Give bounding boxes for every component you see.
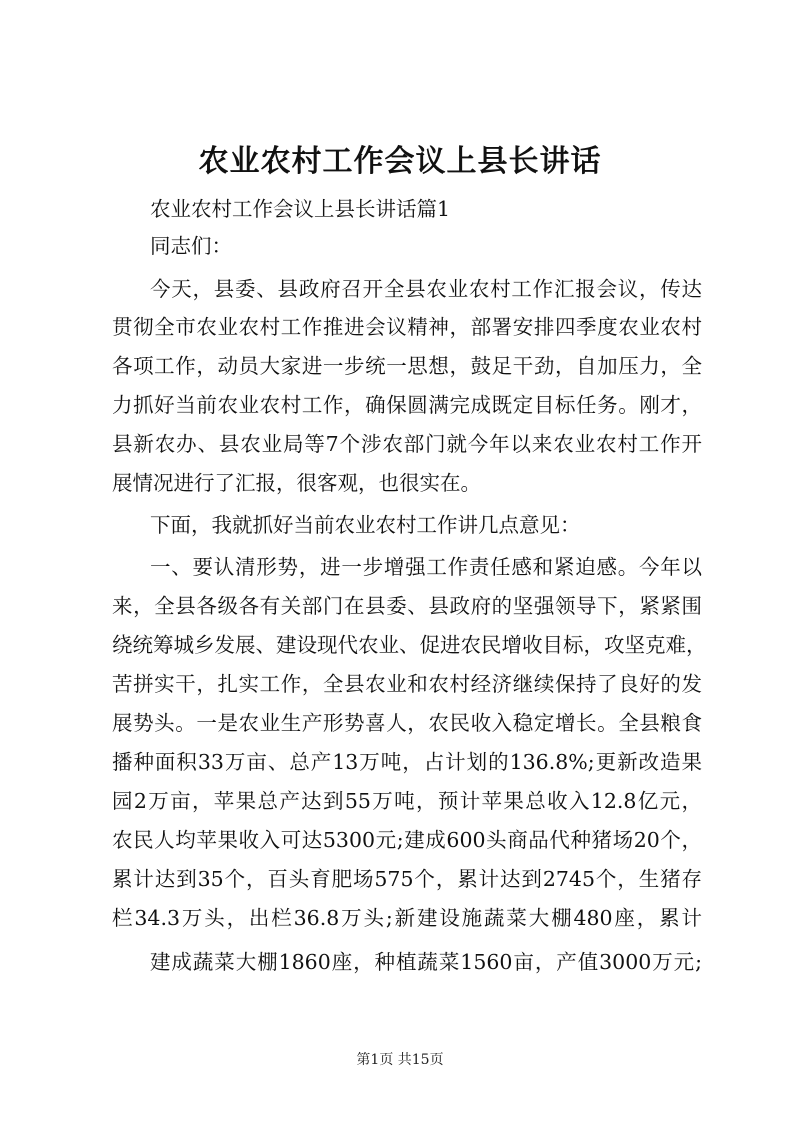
body-line: 播种面积33万亩、总产13万吨，占计划的136.8%;更新改造果 — [112, 750, 702, 774]
body-line: 展势头。一是农业生产形势喜人，农民收入稳定增长。全县粮食 — [112, 711, 702, 735]
body-line: 县新农办、县农业局等7个涉农部门就今年以来农业农村工作开 — [112, 432, 702, 456]
body-line: 展情况进行了汇报，很客观，也很实在。 — [112, 471, 481, 495]
body-line: 下面，我就抓好当前农业农村工作讲几点意见： — [150, 513, 581, 537]
body-line: 栏34.3万头，出栏36.8万头;新建设施蔬菜大棚480座，累计 — [112, 906, 702, 930]
body-line: 建成蔬菜大棚1860座，种植蔬菜1560亩，产值3000万元; — [150, 950, 702, 974]
body-line: 农民人均苹果收入可达5300元;建成600头商品代种猪场20个， — [112, 828, 702, 852]
body-line: 力抓好当前农业农村工作，确保圆满完成既定目标任务。刚才， — [112, 393, 702, 417]
page-indicator: 第1页 共15页 — [356, 1052, 444, 1068]
body-line: 贯彻全市农业农村工作推进会议精神，部署安排四季度农业农村 — [112, 315, 702, 339]
body-line: 绕统筹城乡发展、建设现代农业、促进农民增收目标，攻坚克难， — [112, 633, 707, 657]
salutation-line: 同志们： — [150, 234, 232, 258]
body-line: 园2万亩，苹果总产达到55万吨，预计苹果总收入12.8亿元， — [112, 789, 702, 813]
body-line: 累计达到35个，百头育肥场575个，累计达到2745个，生猪存 — [112, 867, 702, 891]
body-line: 各项工作，动员大家进一步统一思想，鼓足干劲，自加压力，全 — [112, 354, 702, 378]
body-line: 一、要认清形势，进一步增强工作责任感和紧迫感。今年以 — [150, 555, 702, 579]
document-title: 农业农村工作会议上县长讲话 — [198, 144, 602, 179]
subtitle-line: 农业农村工作会议上县长讲话篇1 — [150, 197, 451, 221]
body-line: 来，全县各级各有关部门在县委、县政府的坚强领导下，紧紧围 — [112, 594, 702, 618]
body-line: 苦拼实干，扎实工作，全县农业和农村经济继续保持了良好的发 — [112, 672, 702, 696]
body-line: 今天，县委、县政府召开全县农业农村工作汇报会议，传达 — [150, 277, 702, 301]
